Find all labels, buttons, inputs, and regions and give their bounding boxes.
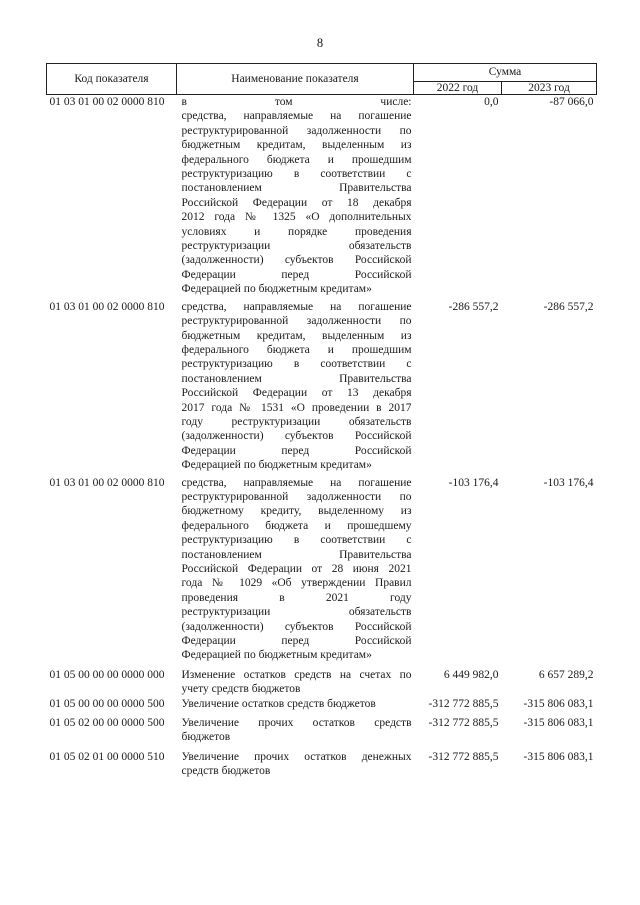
table-row: [47, 711, 597, 745]
row-name-line: учету средств бюджетов: [181, 683, 301, 696]
row-name-line: федерального бюджета и прошедшим: [181, 343, 412, 356]
table-body: [47, 95, 597, 779]
row-name-line: Увеличение прочих остатков средств: [181, 717, 412, 730]
row-name-line: бюджетным кредитам, выделенным из: [181, 329, 412, 342]
row-name-line: Увеличение прочих остатков денежных: [181, 750, 412, 763]
row-name-line: в том числе:: [181, 96, 412, 108]
row-name-line: Федерации перед Российской: [181, 444, 412, 457]
row-name-line: Российской Федерации от 28 июня 2021: [181, 563, 412, 575]
row-name: [177, 297, 414, 473]
row-name-line: 2012 года № 1325 «О дополнительных: [181, 211, 412, 224]
row-value-2022: 0,0: [484, 96, 499, 108]
row-name-line: средства, направляемые на погашение: [181, 110, 412, 123]
row-name-line: средства, направляемые на погашение: [181, 300, 412, 313]
header-name: Наименование показателя: [177, 64, 414, 95]
row-value-2022: 6 449 982,0: [443, 668, 499, 681]
table-header: [47, 64, 597, 95]
row-value-2023: -315 806 083,1: [523, 717, 594, 730]
row-name: [177, 95, 414, 297]
row-value-2022: -312 772 885,5: [428, 750, 499, 763]
row-name-line: (задолженности) субъектов Российской: [181, 620, 412, 633]
row-name-line: Российской Федерации от 18 декабря: [181, 196, 412, 209]
row-name-line: Федерации перед Российской: [181, 635, 412, 648]
row-name-line: Федерации перед Российской: [181, 268, 412, 281]
table-row: [47, 297, 597, 473]
row-name: [177, 745, 414, 779]
row-name-line: проведения в 2021 году: [181, 591, 412, 604]
row-name-line: реструктуризацию в соответствии с: [181, 534, 412, 547]
table-row: [47, 95, 597, 297]
row-value-2023: -286 557,2: [543, 300, 594, 313]
header-year-2022: 2022 год: [414, 82, 502, 95]
row-name-line: году реструктуризации обязательств: [181, 415, 412, 428]
row-value-2023: -87 066,0: [549, 96, 594, 108]
row-name-line: бюджетному кредиту, выделенному из: [181, 505, 412, 518]
row-code: 01 05 02 01 00 0000 510: [49, 750, 165, 763]
row-code: 01 03 01 00 02 0000 810: [49, 476, 165, 489]
row-value-2023: 6 657 289,2: [538, 668, 594, 681]
row-name-line: 2017 года № 1531 «О проведении в 2017: [181, 401, 412, 414]
row-name-line: постановлением Правительства: [181, 548, 412, 561]
row-name-line: условиях и порядке проведения: [181, 225, 412, 238]
row-code: 01 03 01 00 02 0000 810: [49, 300, 165, 313]
row-name-line: средства, направляемые на погашение: [181, 476, 412, 489]
row-name-line: реструктуризации обязательств: [181, 240, 412, 253]
row-name-line: реструктуризацию в соответствии с: [181, 168, 412, 181]
row-code: 01 05 02 00 00 0000 500: [49, 717, 165, 730]
row-name-line: Федерацией по бюджетным кредитам»: [181, 649, 372, 662]
row-value-2022: -286 557,2: [448, 300, 499, 313]
row-value-2022: -312 772 885,5: [428, 697, 499, 710]
row-name-line: года № 1029 «Об утверждении Правил: [181, 577, 412, 590]
row-name-line: реструктурированной задолженности по: [181, 315, 412, 328]
row-name-line: бюджетов: [181, 731, 231, 744]
page-number: 8: [316, 36, 324, 50]
row-name-line: (задолженности) субъектов Российской: [181, 254, 412, 267]
row-code: 01 05 00 00 00 0000 000: [49, 668, 165, 681]
row-code: 01 03 01 00 02 0000 810: [49, 96, 165, 108]
row-name-line: постановлением Правительства: [181, 182, 412, 195]
row-name-line: реструктуризацию в соответствии с: [181, 358, 412, 371]
row-name-line: средств бюджетов: [181, 765, 271, 778]
row-name-line: (задолженности) субъектов Российской: [181, 430, 412, 443]
row-name-line: Изменение остатков средств на счетах по: [181, 668, 412, 681]
row-name: [177, 711, 414, 745]
table-row: [47, 697, 597, 711]
table-row: [47, 745, 597, 779]
header-sum: Сумма: [414, 64, 597, 82]
row-name-line: Российской Федерации от 13 декабря: [181, 387, 412, 400]
row-name-line: бюджетным кредитам, выделенным из: [181, 139, 412, 152]
sources-table: [46, 63, 597, 779]
row-name-line: Федерацией по бюджетным кредитам»: [181, 283, 372, 296]
row-name: [177, 663, 414, 697]
row-value-2023: -315 806 083,1: [523, 697, 594, 710]
table-row: [47, 663, 597, 697]
row-code: 01 05 00 00 00 0000 500: [49, 697, 165, 710]
header-year-2023: 2023 год: [502, 82, 597, 95]
row-name-line: постановлением Правительства: [181, 372, 412, 385]
table-row: [47, 473, 597, 663]
row-value-2023: -103 176,4: [543, 476, 594, 489]
row-name-line: Увеличение остатков средств бюджетов: [181, 697, 376, 710]
header-code: Код показателя: [47, 64, 177, 95]
row-name-line: реструктурированной задолженности по: [181, 124, 412, 137]
row-name: [177, 473, 414, 663]
row-value-2022: -103 176,4: [448, 476, 499, 489]
row-value-2022: -312 772 885,5: [428, 717, 499, 730]
row-name-line: федерального бюджета и прошедшему: [181, 519, 412, 532]
row-name-line: федерального бюджета и прошедшим: [181, 153, 412, 166]
row-value-2023: -315 806 083,1: [523, 750, 594, 763]
row-name: [177, 697, 414, 711]
row-name-line: реструктуризации обязательств: [181, 606, 412, 619]
row-name-line: Федерацией по бюджетным кредитам»: [181, 459, 372, 472]
row-name-line: реструктурированной задолженности по: [181, 490, 412, 503]
